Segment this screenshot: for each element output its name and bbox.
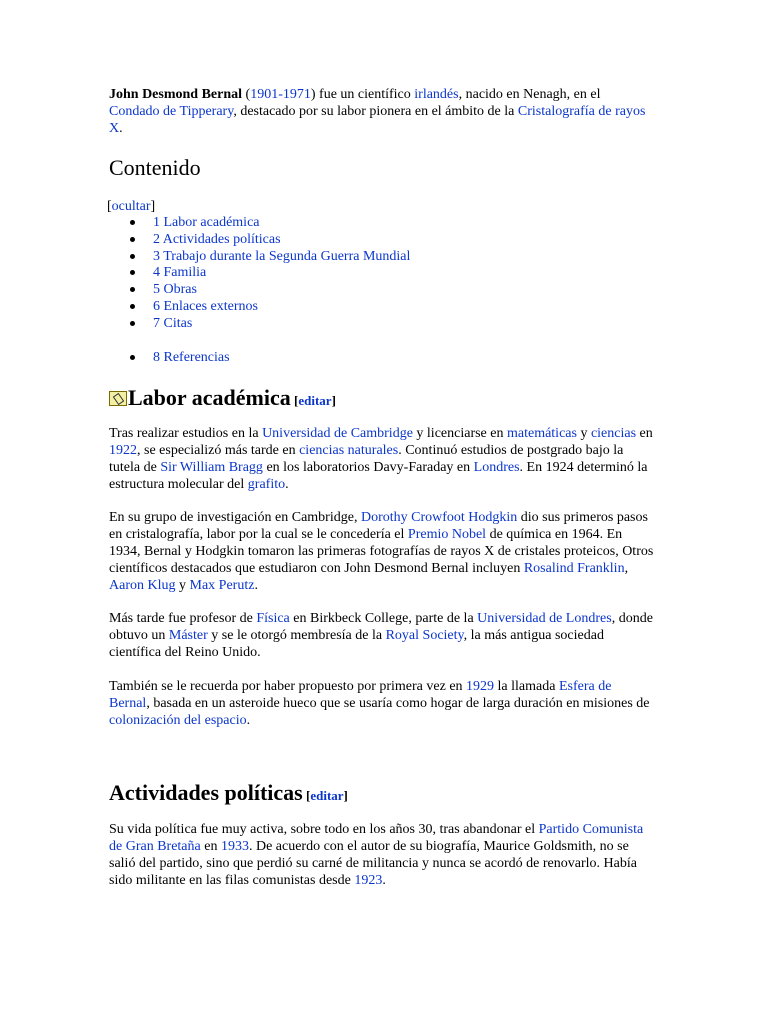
text: . En 1924 determinó la estructura molecular del [109,460,648,492]
link[interactable]: matemáticas [506,426,577,441]
link[interactable]: 1923 [354,873,383,888]
text: Más tarde fue profesor de [109,611,257,626]
link[interactable]: Física [256,611,290,626]
toc-link-actividades[interactable]: 2 Actividades políticas [153,231,281,247]
toc-item [130,315,410,332]
link[interactable]: Londres [473,460,520,475]
toc-link-obras[interactable]: 5 Obras [153,282,197,298]
toc-item [130,264,410,281]
edit-pencil-icon [109,391,127,406]
link[interactable]: 1929 [466,679,495,694]
toc-list [130,214,410,365]
text: y [175,578,190,593]
text: ( [242,87,251,102]
toc-link-trabajo[interactable]: 3 Trabajo durante la Segunda Guerra Mundial [153,248,411,264]
heading-text: Labor académica [128,385,291,410]
article-subject: John Desmond Bernal [109,87,243,102]
link[interactable]: Esfera de Bernal [109,679,612,711]
heading-text: Actividades políticas [109,780,303,805]
link-irish[interactable]: irlandés [414,87,459,102]
text: . [246,713,251,728]
text: . Continuó estudios de postgrado bajo la tutela de [109,443,624,475]
text: la llamada [494,679,559,694]
text: , [624,561,629,576]
text: de química en 1964. En 1934, Bernal y Hodgkin tomaron las primeras fotografías de rayos X de cristales proteicos, Otros científicos destacados que estudiaron con John Desmond Bernal incluyen [109,527,654,576]
bracket: [ [290,393,299,408]
toc-link-familia[interactable]: 4 Familia [153,265,207,281]
link[interactable]: Partido Comunista de Gran Bretaña [109,822,644,854]
toc-link-enlaces[interactable]: 6 Enlaces externos [153,298,258,314]
text: en los laboratorios Davy-Faraday en [262,460,474,475]
text: , basada en un asteroide hueco que se usaría como hogar de larga duración en misiones de [146,696,650,711]
paragraph [109,425,654,493]
paragraph [109,509,654,594]
text: en [200,839,221,854]
text: Tras realizar estudios en la [109,426,263,441]
paragraph [109,610,654,661]
text: También se le recuerda por haber propuesto por primera vez en [109,679,467,694]
text: . De acuerdo con el autor de su biografía, Maurice Goldsmith, no se salió del partido, sino que perdió su carné de militancia y nunca se acordó de renovarlo. Había sido militante en las filas comunistas desde [109,839,637,888]
link[interactable]: ciencias naturales [299,443,399,458]
text: dio sus primeros pasos en cristalografía, labor por la cual se le concedería el [109,510,648,542]
edit-section [291,393,336,408]
toc-link-referencias[interactable]: 8 Referencias [153,349,230,365]
toc-item [130,248,410,265]
link[interactable]: Royal Society [385,628,464,643]
toc-hide-link[interactable]: ocultar [111,199,151,214]
section-heading-labor [109,385,336,414]
edit-link[interactable]: editar [298,393,332,408]
toc-title: Contenido [109,155,201,180]
link-years[interactable]: 1901-1971 [250,87,311,102]
text: En su grupo de investigación en Cambridge, [109,510,361,525]
toc-item [130,231,410,248]
link[interactable]: Max Perutz [189,578,255,593]
link[interactable]: Máster [168,628,208,643]
link-county[interactable]: Condado de Tipperary [109,104,234,119]
text: . [382,873,386,888]
bracket: [ [302,788,311,803]
link[interactable]: Universidad de Londres [477,611,612,626]
bracket: ] [331,393,336,408]
link-xray-crystallography[interactable]: Cristalografía de rayos X [109,104,646,136]
toc-item [130,281,410,298]
text: y [576,426,591,441]
text: , nacido en Nenagh, en el [458,87,601,102]
text: en Birkbeck College, parte de la [289,611,478,626]
link[interactable]: Premio Nobel [407,527,487,542]
link[interactable]: Dorothy Crowfoot Hodgkin [360,510,518,525]
edit-link[interactable]: editar [310,788,344,803]
link[interactable]: grafito [247,477,286,492]
toc-item [130,349,410,366]
bracket: ] [150,199,156,214]
toc-link-citas[interactable]: 7 Citas [153,315,193,331]
toc-item [130,298,410,315]
text: en [636,426,653,441]
bracket: ] [343,788,348,803]
text: , donde obtuvo un [109,611,653,643]
text: , se especializó más tarde en [137,443,300,458]
link[interactable]: Aaron Klug [109,578,176,593]
toc-item [130,214,410,231]
text: . [285,477,289,492]
text: , la más antigua sociedad científica del Reino Unido. [109,628,604,660]
edit-section [303,788,348,803]
text: ) fue un científico [310,87,415,102]
link[interactable]: Rosalind Franklin [523,561,625,576]
link[interactable]: Sir William Bragg [160,460,263,475]
toc-link-labor[interactable]: 1 Labor académica [153,215,260,230]
link[interactable]: 1933 [220,839,249,854]
intro-paragraph [109,86,654,137]
text: y licenciarse en [412,426,507,441]
link[interactable]: colonización del espacio [109,713,247,728]
text: y se le otorgó membresía de la [207,628,386,643]
text: Su vida política fue muy activa, sobre todo en los años 30, tras abandonar el [109,822,539,837]
text: , destacado por su labor pionera en el ámbito de la [233,104,518,119]
text: . [119,121,123,136]
paragraph [109,821,654,889]
text: . [254,578,258,593]
link[interactable]: 1922 [109,443,137,458]
section-heading-actividades [109,780,348,809]
bracket: [ [107,199,112,214]
toc-toggle [107,198,155,215]
paragraph [109,678,654,729]
link[interactable]: ciencias [590,426,637,441]
link[interactable]: Universidad de Cambridge [262,426,413,441]
